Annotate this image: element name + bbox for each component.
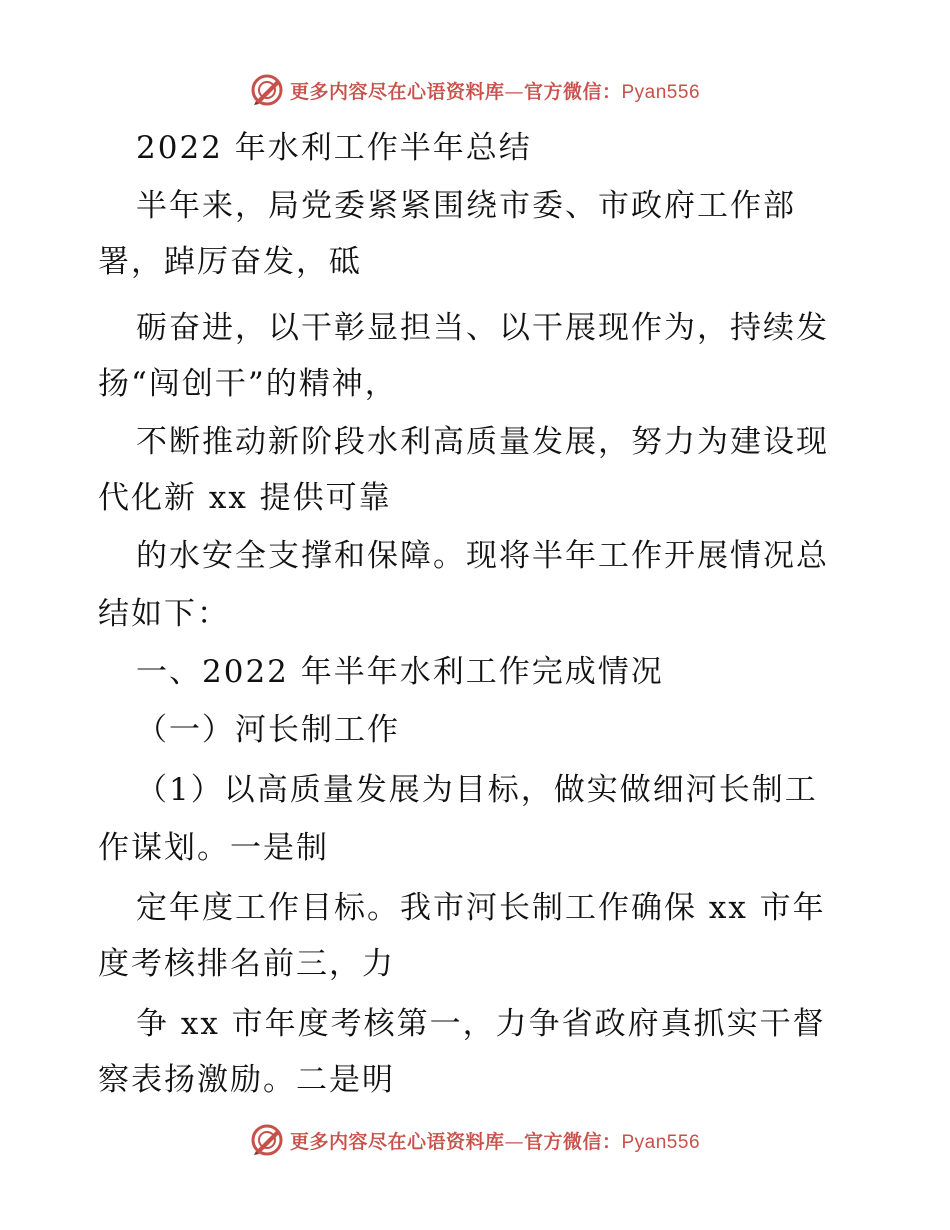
paragraph-line: 作谋划。一是制 (98, 830, 329, 866)
paragraph-line: 定年度工作目标。我市河长制工作确保 xx 市年 (136, 890, 826, 926)
pen-logo-icon (250, 73, 284, 107)
paragraph-line: 察表扬激励。二是明 (98, 1062, 395, 1098)
watermark-dash: — (504, 1130, 524, 1153)
paragraph-line: 半年来，局党委紧紧围绕市委、市政府工作部 (136, 188, 796, 224)
watermark-main: 更多内容尽在心语资料库 (289, 1130, 505, 1153)
paragraph-line: 署，踔厉奋发，砥 (98, 244, 362, 280)
footer-watermark (0, 1120, 950, 1160)
section-heading: 一、2022 年半年水利工作完成情况 (136, 654, 664, 690)
paragraph-line: 不断推动新阶段水利高质量发展，努力为建设现 (136, 424, 829, 460)
watermark-dash: — (504, 80, 524, 103)
paragraph-line: 结如下： (98, 596, 230, 632)
watermark-id: Pyan556 (621, 1131, 701, 1153)
paragraph-line: 度考核排名前三，力 (98, 946, 395, 982)
watermark-main: 更多内容尽在心语资料库 (289, 80, 505, 103)
paragraph-line: （1）以高质量发展为目标，做实做细河长制工 (136, 772, 818, 808)
watermark-suffix: 官方微信： (523, 1130, 622, 1153)
paragraph-line: 砺奋进，以干彰显担当、以干展现作为，持续发 (136, 310, 829, 346)
pen-logo-icon (250, 1123, 284, 1157)
header-watermark (0, 70, 950, 110)
watermark-id: Pyan556 (621, 81, 701, 103)
watermark-text (290, 77, 700, 104)
paragraph-line: 的水安全支撑和保障。现将半年工作开展情况总 (136, 538, 829, 574)
paragraph-line: 扬“闯创干”的精神， (98, 366, 398, 402)
watermark-suffix: 官方微信： (523, 80, 622, 103)
document-title: 2022 年水利工作半年总结 (136, 130, 532, 166)
subsection-heading: （一）河长制工作 (136, 712, 400, 748)
paragraph-line: 代化新 xx 提供可靠 (98, 480, 392, 516)
paragraph-line: 争 xx 市年度考核第一，力争省政府真抓实干督 (136, 1006, 826, 1042)
watermark-text (290, 1127, 700, 1154)
